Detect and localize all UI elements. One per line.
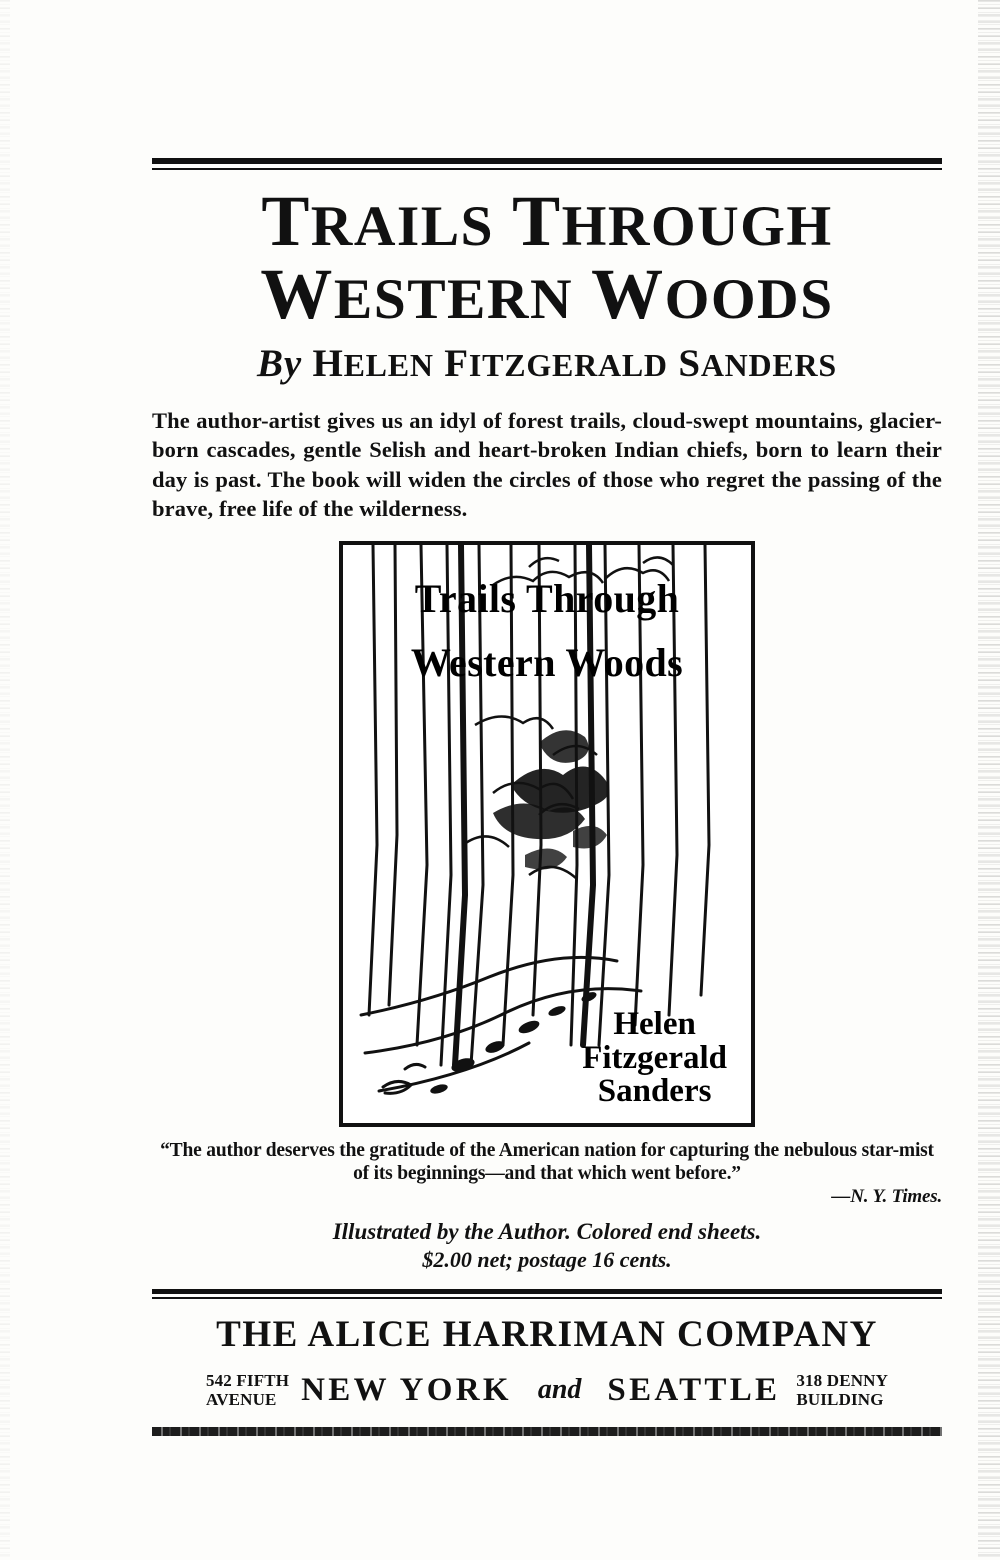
advertisement-block (152, 158, 942, 1436)
address-right-line-1: 318 DENNY (796, 1371, 889, 1390)
illustration-note: Illustrated by the Author. Colored end sheets. (332, 1218, 762, 1244)
address-right-line-2: BUILDING (796, 1390, 884, 1409)
review-quote-source: —N. Y. Times. (831, 1186, 942, 1208)
address-right (796, 1372, 888, 1408)
forest-drawing-icon (343, 545, 743, 1115)
publisher-name: THE ALICE HARRIMAN COMPANY (216, 1313, 878, 1355)
book-title-line-1: TRAILS THROUGH (261, 181, 833, 261)
and-word: and (537, 1374, 582, 1405)
address-left-line-1: 542 FIFTH (205, 1371, 290, 1390)
scan-edge-right (978, 0, 1000, 1560)
cover-author-line-3: Sanders (597, 1073, 712, 1110)
city-seattle: SEATTLE (607, 1371, 781, 1408)
ornamental-bottom-rule (152, 1427, 942, 1436)
city-new-york: NEW YORK (301, 1371, 512, 1408)
cover-title-line-2: Western Woods (410, 640, 684, 686)
cover-title-line-1: Trails Through (414, 576, 680, 622)
address-left (206, 1372, 289, 1408)
review-quote-text: “The author deserves the gratitude of the American nation for capturing the nebulous star-mist of its beginnings—and that which went before.” (160, 1140, 934, 1185)
byline-author: HELEN FITZGERALD SANDERS (312, 342, 837, 386)
cover-author-line-1: Helen (613, 1006, 696, 1043)
address-left-line-2: AVENUE (205, 1390, 277, 1409)
byline-by: By (257, 342, 302, 386)
publisher-addresses (152, 1372, 942, 1409)
cover-author-line-2: Fitzgerald (582, 1039, 727, 1076)
scan-edge-left (0, 0, 10, 1560)
cover-illustration-wrap (152, 541, 942, 1127)
review-quote (152, 1139, 942, 1208)
book-cover-image (339, 541, 755, 1127)
bottom-rule (152, 1289, 942, 1299)
byline (152, 341, 942, 386)
book-title-line-2: WESTERN WOODS (260, 253, 834, 334)
top-rule (152, 158, 942, 170)
price-note: $2.00 net; postage 16 cents. (422, 1246, 672, 1272)
blurb-paragraph: The author-artist gives us an idyl of forest trails, cloud-swept mountains, glacier-born cascades, gentle Selish and heart-broken Indian chiefs, born to learn their day is past. The book will widen the circles of those who regret the passing of the brave, free life of the wilderness. (152, 408, 942, 521)
